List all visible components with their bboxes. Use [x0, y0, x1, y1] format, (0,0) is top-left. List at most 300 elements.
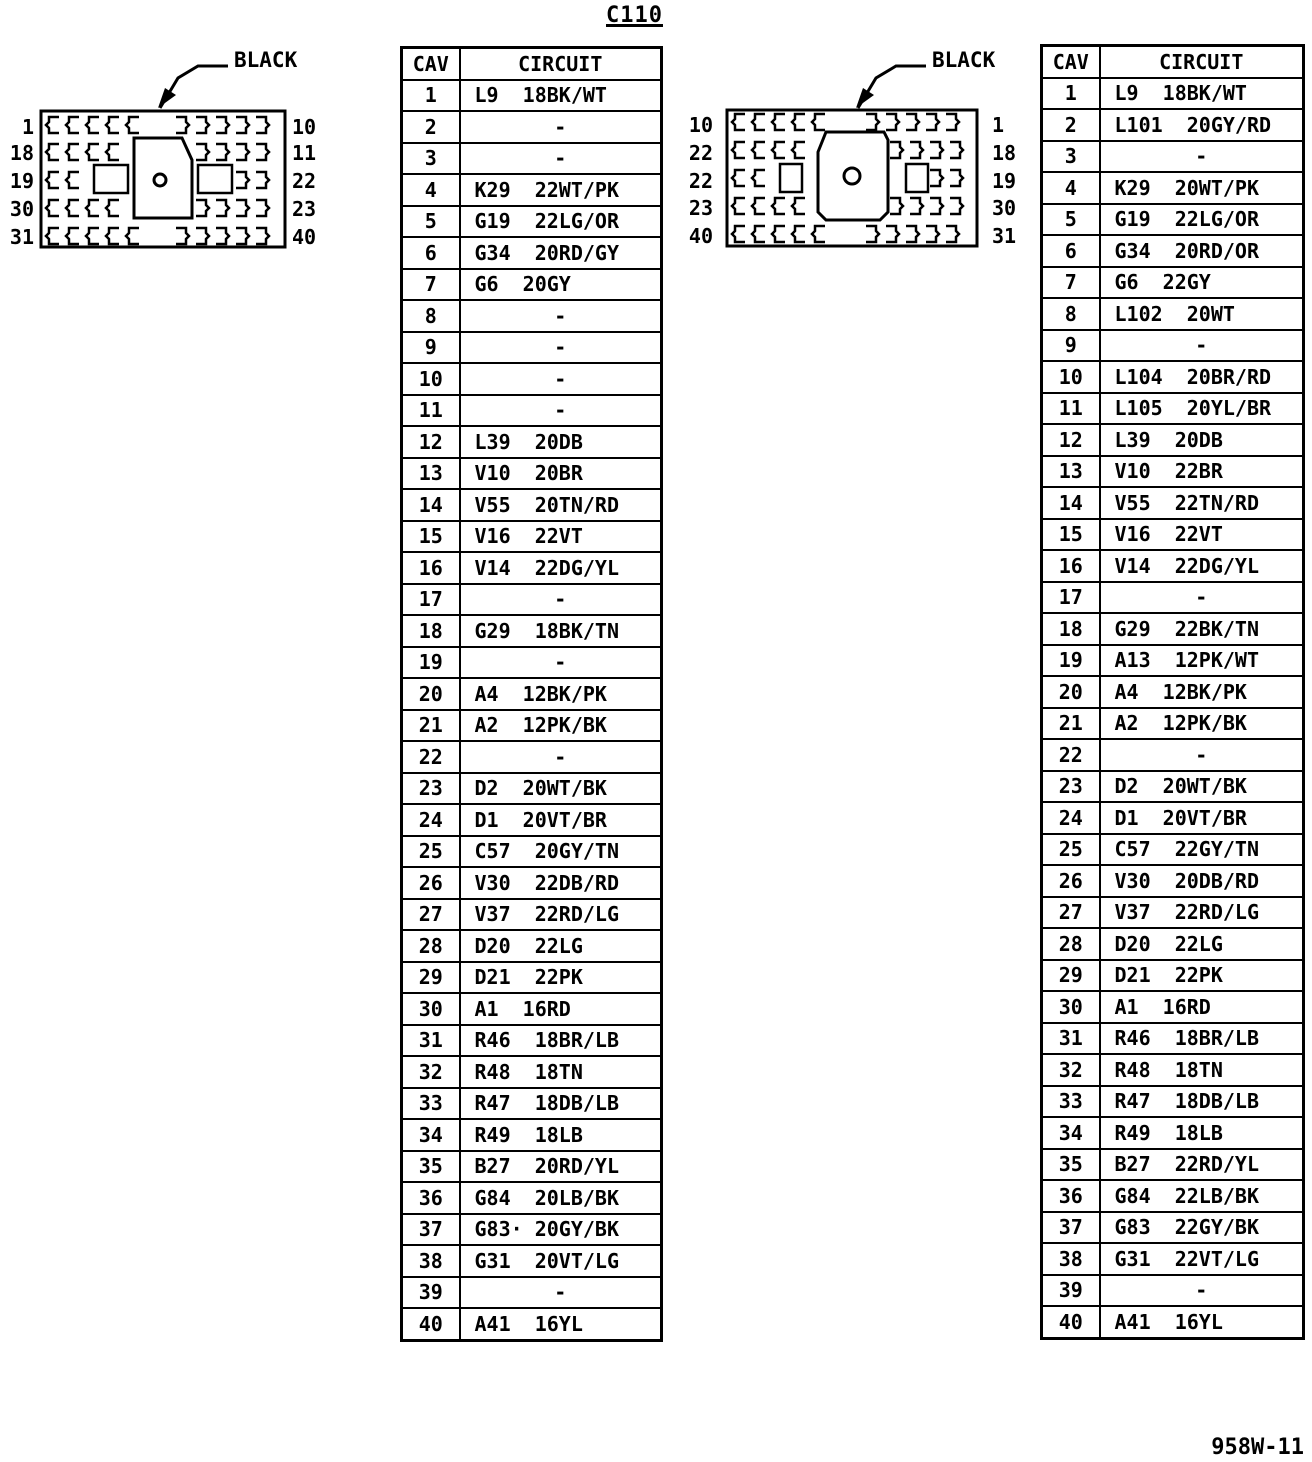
- circuit-cell: V10 20BR: [460, 458, 662, 490]
- circuit-cell: G29 18BK/TN: [460, 615, 662, 647]
- terminal-pin: [196, 144, 209, 160]
- circuit-cell: V55 20TN/RD: [460, 489, 662, 521]
- circuit-cell: -: [460, 1277, 662, 1309]
- terminal-pin: [950, 142, 963, 158]
- circuit-cell: K29 22WT/PK: [460, 174, 662, 206]
- table-row: [402, 1088, 662, 1120]
- table-row: [402, 111, 662, 143]
- table-row: [1042, 991, 1304, 1023]
- cav-cell: 33: [1042, 1086, 1100, 1118]
- table-row: [402, 615, 662, 647]
- cav-cell: 11: [402, 395, 460, 427]
- circuit-cell: -: [460, 111, 662, 143]
- cav-cell: 19: [402, 647, 460, 679]
- svg-text:40: 40: [292, 225, 317, 249]
- cavity-table-2-body: [1042, 78, 1304, 1339]
- cav-cell: 28: [1042, 928, 1100, 960]
- circuit-cell: -: [1100, 141, 1304, 173]
- circuit-cell: G31 22VT/LG: [1100, 1243, 1304, 1275]
- circuit-cell: L39 20DB: [1100, 424, 1304, 456]
- table-row: [402, 1245, 662, 1277]
- terminal-pin: [106, 117, 119, 133]
- table-row: [402, 458, 662, 490]
- table-header: [402, 48, 662, 80]
- table-row: [1042, 456, 1304, 488]
- cav-cell: 32: [402, 1056, 460, 1088]
- cav-cell: 19: [1042, 645, 1100, 677]
- circuit-cell: A41 16YL: [1100, 1306, 1304, 1338]
- terminal-pin: [126, 228, 139, 244]
- terminal-pin: [752, 170, 765, 186]
- circuit-cell: C57 22GY/TN: [1100, 834, 1304, 866]
- terminal-pin: [950, 170, 963, 186]
- terminal-pin: [256, 172, 269, 188]
- terminal-pin: [236, 228, 249, 244]
- svg-text:31: 31: [9, 225, 34, 249]
- cav-cell: 32: [1042, 1054, 1100, 1086]
- svg-text:30: 30: [9, 197, 34, 221]
- table-row: [1042, 267, 1304, 299]
- cav-cell: 36: [402, 1182, 460, 1214]
- circuit-cell: R47 18DB/LB: [460, 1088, 662, 1120]
- terminal-pin: [890, 142, 903, 158]
- cav-cell: 39: [1042, 1275, 1100, 1307]
- connector-1-key-left: [94, 165, 128, 193]
- svg-text:19: 19: [9, 169, 34, 193]
- table-row: [1042, 645, 1304, 677]
- cav-cell: 15: [1042, 519, 1100, 551]
- circuit-cell: C57 20GY/TN: [460, 836, 662, 868]
- table-row: [1042, 1086, 1304, 1118]
- cav-cell: 17: [402, 584, 460, 616]
- circuit-cell: D1 20VT/BR: [1100, 802, 1304, 834]
- table-row: [1042, 1212, 1304, 1244]
- cav-cell: 30: [1042, 991, 1100, 1023]
- circuit-cell: V10 22BR: [1100, 456, 1304, 488]
- cav-cell: 31: [402, 1025, 460, 1057]
- terminal-pin: [732, 198, 745, 214]
- circuit-cell: D1 20VT/BR: [460, 804, 662, 836]
- connector-1-latch-housing: [134, 138, 192, 218]
- table-row: [402, 332, 662, 364]
- figure-number: 958W-11: [1211, 1435, 1304, 1460]
- circuit-cell: A1 16RD: [460, 993, 662, 1025]
- cav-cell: 2: [1042, 109, 1100, 141]
- table-row: [1042, 676, 1304, 708]
- terminal-pin: [812, 226, 825, 242]
- circuit-cell: L39 20DB: [460, 426, 662, 458]
- terminal-pin: [106, 144, 119, 160]
- terminal-pin: [66, 117, 79, 133]
- svg-text:10: 10: [292, 115, 317, 139]
- terminal-pin: [256, 144, 269, 160]
- circuit-cell: -: [460, 363, 662, 395]
- table-row: [1042, 960, 1304, 992]
- cav-cell: 6: [1042, 235, 1100, 267]
- terminal-pin: [46, 200, 59, 216]
- terminal-pin: [196, 228, 209, 244]
- table-row: [402, 867, 662, 899]
- table-row: [1042, 141, 1304, 173]
- connector-1-left-numbers: [10, 115, 34, 249]
- cav-header: CAV: [1042, 46, 1100, 78]
- cav-cell: 27: [1042, 897, 1100, 929]
- table-row: [1042, 550, 1304, 582]
- cav-cell: 36: [1042, 1180, 1100, 1212]
- cav-cell: 7: [402, 269, 460, 301]
- table-row: [1042, 613, 1304, 645]
- terminal-pin: [66, 144, 79, 160]
- connector-2-leader-arrow: [856, 88, 874, 108]
- cav-cell: 33: [402, 1088, 460, 1120]
- connector-title: C110: [606, 3, 663, 28]
- cav-cell: 16: [402, 552, 460, 584]
- table-row: [402, 1025, 662, 1057]
- table-row: [402, 804, 662, 836]
- circuit-cell: R46 18BR/LB: [1100, 1023, 1304, 1055]
- table-row: [402, 899, 662, 931]
- circuit-cell: -: [1100, 582, 1304, 614]
- circuit-cell: G6 20GY: [460, 269, 662, 301]
- terminal-pin: [772, 114, 785, 130]
- svg-text:23: 23: [688, 196, 713, 220]
- circuit-cell: V37 22RD/LG: [460, 899, 662, 931]
- terminal-pin: [46, 172, 59, 188]
- circuit-cell: G84 22LB/BK: [1100, 1180, 1304, 1212]
- circuit-cell: G83· 20GY/BK: [460, 1214, 662, 1246]
- circuit-cell: -: [1100, 330, 1304, 362]
- terminal-pin: [86, 200, 99, 216]
- table-row: [402, 269, 662, 301]
- terminal-pin: [930, 142, 943, 158]
- circuit-cell: R48 18TN: [460, 1056, 662, 1088]
- circuit-cell: D21 22PK: [460, 962, 662, 994]
- terminal-pin: [732, 226, 745, 242]
- circuit-cell: G83 22GY/BK: [1100, 1212, 1304, 1244]
- terminal-pin: [792, 226, 805, 242]
- svg-text:11: 11: [292, 141, 317, 165]
- connector-2-locator-hole: [844, 168, 860, 184]
- terminal-pin: [886, 226, 899, 242]
- svg-text:10: 10: [688, 113, 713, 137]
- terminal-pin: [106, 228, 119, 244]
- svg-text:23: 23: [292, 197, 317, 221]
- terminal-pin: [792, 198, 805, 214]
- table-row: [402, 237, 662, 269]
- terminal-pin: [946, 226, 959, 242]
- circuit-cell: G34 20RD/GY: [460, 237, 662, 269]
- cav-cell: 25: [402, 836, 460, 868]
- circuit-cell: L101 20GY/RD: [1100, 109, 1304, 141]
- table-row: [1042, 739, 1304, 771]
- table-row: [402, 710, 662, 742]
- circuit-cell: G31 20VT/LG: [460, 1245, 662, 1277]
- svg-text:22: 22: [688, 141, 713, 165]
- terminal-pin: [86, 144, 99, 160]
- terminal-pin: [236, 117, 249, 133]
- circuit-cell: V16 22VT: [1100, 519, 1304, 551]
- cav-cell: 18: [1042, 613, 1100, 645]
- table-row: [1042, 771, 1304, 803]
- circuit-cell: L9 18BK/WT: [460, 80, 662, 112]
- terminal-pin: [946, 114, 959, 130]
- terminal-pin: [256, 117, 269, 133]
- circuit-cell: A13 12PK/WT: [1100, 645, 1304, 677]
- circuit-cell: -: [1100, 739, 1304, 771]
- cav-cell: 34: [402, 1119, 460, 1151]
- circuit-cell: G19 22LG/OR: [460, 206, 662, 238]
- circuit-cell: V30 20DB/RD: [1100, 865, 1304, 897]
- circuit-cell: L104 20BR/RD: [1100, 361, 1304, 393]
- svg-text:22: 22: [688, 169, 713, 193]
- cavity-table-2: [1040, 44, 1305, 1340]
- cav-cell: 15: [402, 521, 460, 553]
- circuit-cell: A41 16YL: [460, 1308, 662, 1340]
- svg-text:1: 1: [992, 113, 1005, 137]
- table-row: [402, 1182, 662, 1214]
- cav-cell: 3: [1042, 141, 1100, 173]
- cav-cell: 37: [1042, 1212, 1100, 1244]
- cav-cell: 4: [1042, 172, 1100, 204]
- terminal-pin: [66, 200, 79, 216]
- circuit-cell: V14 22DG/YL: [460, 552, 662, 584]
- circuit-cell: L9 18BK/WT: [1100, 78, 1304, 110]
- cav-cell: 23: [402, 773, 460, 805]
- circuit-cell: V30 22DB/RD: [460, 867, 662, 899]
- terminal-pin: [752, 226, 765, 242]
- terminal-pin: [772, 226, 785, 242]
- terminal-pin: [732, 170, 745, 186]
- cav-cell: 21: [402, 710, 460, 742]
- terminal-pin: [772, 142, 785, 158]
- circuit-cell: -: [460, 647, 662, 679]
- connector-2-pins: [732, 114, 963, 242]
- circuit-cell: L102 20WT: [1100, 298, 1304, 330]
- terminal-pin: [216, 228, 229, 244]
- table-row: [402, 363, 662, 395]
- table-row: [402, 993, 662, 1025]
- table-row: [402, 930, 662, 962]
- table-row: [402, 1119, 662, 1151]
- table-row: [402, 552, 662, 584]
- svg-text:1: 1: [21, 115, 34, 139]
- circuit-cell: R47 18DB/LB: [1100, 1086, 1304, 1118]
- terminal-pin: [732, 114, 745, 130]
- terminal-pin: [176, 228, 189, 244]
- connector-1-locator-hole: [154, 174, 166, 186]
- connector-1-right-numbers: [292, 115, 316, 249]
- terminal-pin: [792, 142, 805, 158]
- cav-cell: 14: [1042, 487, 1100, 519]
- terminal-pin: [930, 198, 943, 214]
- terminal-pin: [86, 228, 99, 244]
- circuit-cell: G6 22GY: [1100, 267, 1304, 299]
- terminal-pin: [196, 200, 209, 216]
- terminal-pin: [256, 200, 269, 216]
- cav-cell: 8: [1042, 298, 1100, 330]
- cav-cell: 28: [402, 930, 460, 962]
- svg-text:30: 30: [992, 196, 1017, 220]
- circuit-header: CIRCUIT: [1100, 46, 1304, 78]
- circuit-cell: A4 12BK/PK: [460, 678, 662, 710]
- terminal-pin: [196, 117, 209, 133]
- terminal-pin: [106, 200, 119, 216]
- connector-1-pins: [46, 117, 269, 244]
- cav-cell: 39: [402, 1277, 460, 1309]
- terminal-pin: [910, 198, 923, 214]
- table-row: [1042, 78, 1304, 110]
- connector-1-leader-line: [160, 66, 228, 108]
- cav-cell: 24: [402, 804, 460, 836]
- circuit-cell: G34 20RD/OR: [1100, 235, 1304, 267]
- connector-2-color-label: BLACK: [932, 48, 996, 72]
- connector-2-key-left: [780, 164, 802, 192]
- circuit-cell: -: [460, 395, 662, 427]
- table-row: [402, 836, 662, 868]
- circuit-cell: R48 18TN: [1100, 1054, 1304, 1086]
- cav-cell: 17: [1042, 582, 1100, 614]
- terminal-pin: [732, 142, 745, 158]
- terminal-pin: [176, 117, 189, 133]
- circuit-cell: D2 20WT/BK: [460, 773, 662, 805]
- svg-text:22: 22: [292, 169, 317, 193]
- connector-2-key-right: [906, 164, 928, 192]
- cav-cell: 9: [1042, 330, 1100, 362]
- cav-cell: 13: [402, 458, 460, 490]
- terminal-pin: [216, 144, 229, 160]
- terminal-pin: [236, 144, 249, 160]
- table-row: [402, 300, 662, 332]
- table-row: [1042, 1180, 1304, 1212]
- circuit-cell: R49 18LB: [460, 1119, 662, 1151]
- table-row: [402, 962, 662, 994]
- circuit-cell: G29 22BK/TN: [1100, 613, 1304, 645]
- cav-cell: 35: [1042, 1149, 1100, 1181]
- cav-cell: 2: [402, 111, 460, 143]
- connector-2-face: [689, 48, 1016, 248]
- cav-cell: 38: [402, 1245, 460, 1277]
- cav-cell: 21: [1042, 708, 1100, 740]
- cav-cell: 38: [1042, 1243, 1100, 1275]
- svg-text:40: 40: [688, 224, 713, 248]
- circuit-cell: D21 22PK: [1100, 960, 1304, 992]
- cav-cell: 35: [402, 1151, 460, 1183]
- terminal-pin: [950, 198, 963, 214]
- table-row: [1042, 393, 1304, 425]
- terminal-pin: [66, 228, 79, 244]
- table-row: [1042, 802, 1304, 834]
- terminal-pin: [906, 114, 919, 130]
- cav-cell: 30: [402, 993, 460, 1025]
- table-row: [1042, 487, 1304, 519]
- cav-cell: 34: [1042, 1117, 1100, 1149]
- circuit-cell: R49 18LB: [1100, 1117, 1304, 1149]
- cav-cell: 6: [402, 237, 460, 269]
- table-row: [1042, 1243, 1304, 1275]
- table-row: [1042, 708, 1304, 740]
- cav-cell: 12: [402, 426, 460, 458]
- circuit-cell: -: [460, 741, 662, 773]
- terminal-pin: [236, 200, 249, 216]
- table-row: [402, 741, 662, 773]
- terminal-pin: [216, 117, 229, 133]
- terminal-pin: [812, 114, 825, 130]
- circuit-header: CIRCUIT: [460, 48, 662, 80]
- svg-text:31: 31: [992, 224, 1017, 248]
- cav-cell: 20: [402, 678, 460, 710]
- terminal-pin: [46, 117, 59, 133]
- table-row: [1042, 235, 1304, 267]
- cav-cell: 5: [1042, 204, 1100, 236]
- circuit-cell: V14 22DG/YL: [1100, 550, 1304, 582]
- table-row: [402, 426, 662, 458]
- cav-cell: 18: [402, 615, 460, 647]
- connector-1-leader-arrow: [158, 88, 176, 108]
- svg-text:18: 18: [992, 141, 1017, 165]
- terminal-pin: [866, 226, 879, 242]
- table-row: [402, 1214, 662, 1246]
- table-row: [1042, 1054, 1304, 1086]
- terminal-pin: [752, 198, 765, 214]
- table-row: [402, 584, 662, 616]
- terminal-pin: [906, 226, 919, 242]
- table-row: [402, 521, 662, 553]
- table-row: [1042, 424, 1304, 456]
- cav-cell: 24: [1042, 802, 1100, 834]
- cav-cell: 11: [1042, 393, 1100, 425]
- table-row: [402, 647, 662, 679]
- circuit-cell: A4 12BK/PK: [1100, 676, 1304, 708]
- cav-header: CAV: [402, 48, 460, 80]
- circuit-cell: A1 16RD: [1100, 991, 1304, 1023]
- circuit-cell: -: [460, 332, 662, 364]
- cav-cell: 12: [1042, 424, 1100, 456]
- terminal-pin: [236, 172, 249, 188]
- circuit-cell: R46 18BR/LB: [460, 1025, 662, 1057]
- terminal-pin: [910, 142, 923, 158]
- table-row: [1042, 1149, 1304, 1181]
- cav-cell: 22: [1042, 739, 1100, 771]
- terminal-pin: [86, 117, 99, 133]
- circuit-cell: B27 20RD/YL: [460, 1151, 662, 1183]
- cav-cell: 22: [402, 741, 460, 773]
- terminal-pin: [752, 142, 765, 158]
- table-row: [402, 80, 662, 112]
- circuit-cell: D20 22LG: [1100, 928, 1304, 960]
- table-row: [1042, 298, 1304, 330]
- table-row: [1042, 172, 1304, 204]
- cavity-table-1: [400, 46, 663, 1342]
- circuit-cell: -: [1100, 1275, 1304, 1307]
- cav-cell: 10: [1042, 361, 1100, 393]
- cavity-table-1-body: [402, 80, 662, 1341]
- cav-cell: 14: [402, 489, 460, 521]
- cav-cell: 13: [1042, 456, 1100, 488]
- table-row: [1042, 361, 1304, 393]
- terminal-pin: [886, 114, 899, 130]
- circuit-cell: G19 22LG/OR: [1100, 204, 1304, 236]
- cav-cell: 7: [1042, 267, 1100, 299]
- circuit-cell: B27 22RD/YL: [1100, 1149, 1304, 1181]
- circuit-cell: K29 20WT/PK: [1100, 172, 1304, 204]
- terminal-pin: [926, 226, 939, 242]
- cav-cell: 8: [402, 300, 460, 332]
- terminal-pin: [890, 198, 903, 214]
- circuit-cell: V37 22RD/LG: [1100, 897, 1304, 929]
- cav-cell: 23: [1042, 771, 1100, 803]
- terminal-pin: [926, 114, 939, 130]
- connector-1-key-right: [198, 165, 232, 193]
